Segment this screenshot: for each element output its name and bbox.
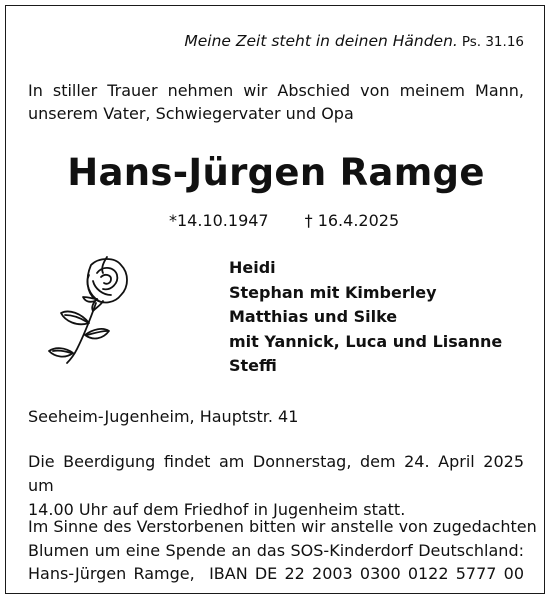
- donation-line-2: Blumen um eine Spende an das SOS-Kinderdorf Deutschland:: [28, 540, 524, 560]
- funeral-info: [28, 450, 524, 522]
- death-date: † 16.4.2025: [304, 211, 400, 230]
- intro-line-1: In stiller Trauer nehmen wir Abschied von meinem Mann,: [28, 81, 524, 100]
- donation-line-1: Im Sinne des Verstorbenen bitten wir anstelle von zugedachten: [28, 517, 537, 536]
- intro-line-2: unserem Vater, Schwiegervater und Opa: [28, 104, 354, 123]
- deceased-name: Hans-Jürgen Ramge: [67, 151, 485, 194]
- verse-reference: Ps. 31.16: [461, 34, 524, 50]
- mourner-name: Heidi: [229, 258, 276, 277]
- obituary-notice: [5, 5, 545, 594]
- donation-line-3: Hans-Jürgen Ramge, IBAN DE 22 2003 0300 0122 5777 00: [28, 564, 524, 583]
- funeral-line-2: 14.00 Uhr auf dem Friedhof in Jugenheim statt.: [28, 500, 406, 519]
- funeral-line-1: Die Beerdigung findet am Donnerstag, dem 24. April 2025 um: [28, 452, 524, 495]
- mourner-name: Matthias und Silke: [229, 307, 398, 326]
- intro-text: [28, 79, 524, 125]
- rose-icon: [41, 251, 133, 366]
- mourner-name: Stephan mit Kimberley: [229, 282, 437, 302]
- mourners-list: [229, 256, 502, 379]
- verse-quote: Meine Zeit steht in deinen Händen.: [184, 32, 458, 50]
- mourner-name: mit Yannick, Luca und Lisanne: [229, 331, 503, 351]
- birth-date: *14.10.1947: [169, 211, 269, 230]
- family-address: Seeheim-Jugenheim, Hauptstr. 41: [28, 407, 299, 426]
- bible-verse: [184, 32, 524, 50]
- life-dates: [169, 211, 399, 230]
- donation-request: [28, 515, 537, 586]
- mourner-name: Steffi: [229, 356, 277, 375]
